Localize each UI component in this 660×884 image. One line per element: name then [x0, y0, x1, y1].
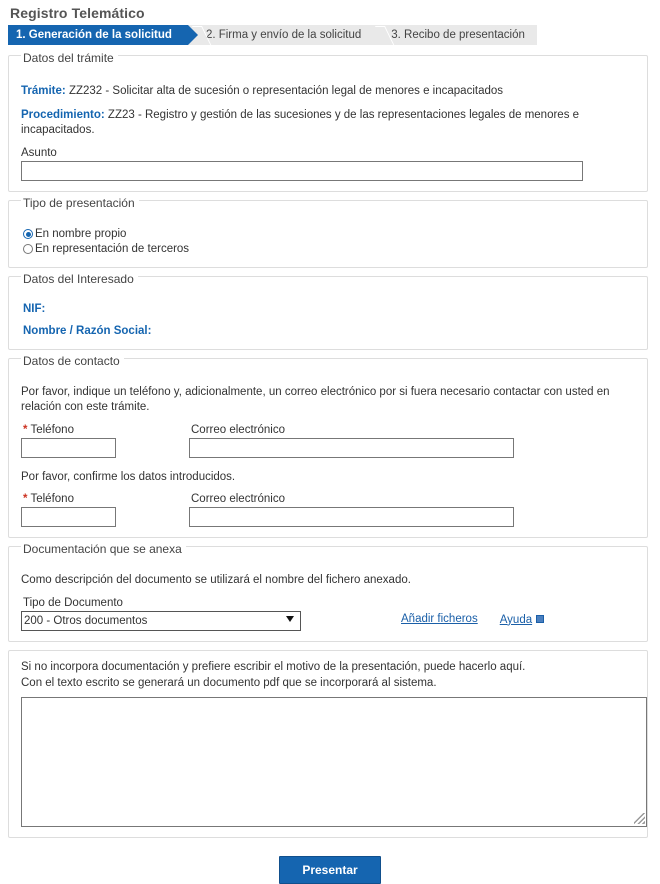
nif-row: [23, 303, 637, 315]
telefono-confirm-field-group: [21, 493, 189, 527]
help-link-wrap[interactable]: [500, 610, 544, 628]
wizard-step-3[interactable]: [373, 25, 537, 45]
wizard-steps: [8, 25, 524, 45]
tramite-row: [21, 84, 637, 100]
radio-icon-unchecked[interactable]: [23, 244, 33, 254]
page-title: Registro Telemático: [10, 5, 145, 21]
procedimiento-label: Procedimiento:: [21, 108, 105, 121]
documentacion-panel-legend: Documentación que se anexa: [21, 542, 186, 556]
tipo-presentacion-legend: Tipo de presentación: [21, 196, 139, 210]
free-text-line1: Si no incorpora documentación y prefiere escribir el motivo de la presentación, puede hacerlo aquí.: [21, 660, 526, 673]
contacto-row-primary: [21, 424, 637, 458]
wizard-step-2-label: 2. Firma y envío de la solicitud: [205, 29, 362, 41]
procedimiento-value: ZZ23 - Registro y gestión de las sucesiones y de las representaciones legales de menores e incapacitados.: [21, 108, 580, 137]
nombre-row: [23, 325, 637, 337]
wizard-step-1[interactable]: [8, 25, 188, 45]
interesado-panel-legend: Datos del Interesado: [21, 272, 138, 286]
nif-label: NIF:: [23, 302, 46, 315]
correo-confirm-label: Correo electrónico: [191, 493, 285, 506]
wizard-step-2[interactable]: [188, 25, 373, 45]
procedimiento-row: [21, 108, 637, 139]
tipo-documento-label: Tipo de Documento: [23, 596, 123, 609]
correo-label: Correo electrónico: [191, 423, 285, 436]
wizard-step-1-label: 1. Generación de la solicitud: [16, 29, 172, 41]
free-text-note: [21, 659, 637, 691]
asunto-input[interactable]: [21, 161, 583, 181]
free-textarea[interactable]: [21, 697, 647, 827]
submit-button[interactable]: Presentar: [279, 856, 380, 884]
contacto-row-confirm: [21, 493, 637, 527]
add-files-link[interactable]: Añadir ficheros: [401, 612, 478, 625]
required-marker-confirm: *: [23, 493, 28, 506]
free-text-line2: Con el texto escrito se generará un documento pdf que se incorporará al sistema.: [21, 676, 437, 689]
telefono-confirm-label: [23, 493, 189, 505]
free-textarea-shell: [21, 697, 647, 827]
documentacion-panel: [8, 542, 648, 642]
telefono-label: [23, 424, 189, 436]
contacto-panel-legend: Datos de contacto: [21, 354, 124, 368]
nombre-label: Nombre / Razón Social:: [23, 324, 152, 337]
tramite-panel: [8, 51, 648, 192]
contacto-panel: [8, 353, 648, 539]
telefono-field-group: [21, 424, 189, 458]
correo-confirm-field-group: [189, 493, 529, 527]
radio-en-nombre-propio[interactable]: [23, 227, 637, 242]
correo-confirm-input[interactable]: [189, 507, 514, 527]
radio-icon-checked[interactable]: [23, 229, 33, 239]
tipo-documento-group: [21, 597, 401, 631]
tramite-value: ZZ232 - Solicitar alta de sucesión o representación legal de menores e incapacitados: [68, 85, 504, 97]
telefono-label-text: Teléfono: [30, 423, 74, 436]
contacto-intro: Por favor, indique un teléfono y, adicionalmente, un correo electrónico por si fuera necesario contactar con usted en relación con este trámite.: [21, 385, 610, 414]
documentacion-links: [401, 610, 544, 631]
interesado-panel: [8, 271, 648, 350]
radio-en-representacion-terceros[interactable]: [23, 242, 637, 257]
documentacion-controls-row: [21, 597, 637, 631]
correo-input[interactable]: [189, 438, 514, 458]
telefono-confirm-label-text: Teléfono: [30, 493, 74, 506]
asunto-label: Asunto: [21, 146, 57, 159]
telefono-input[interactable]: [21, 438, 116, 458]
help-link[interactable]: Ayuda: [499, 613, 533, 626]
tipo-presentacion-panel: [8, 195, 648, 268]
wizard-step-3-label: 3. Recibo de presentación: [391, 29, 525, 41]
telefono-confirm-input[interactable]: [21, 507, 116, 527]
submit-row: [0, 856, 660, 884]
tipo-documento-select[interactable]: [21, 611, 301, 631]
radio-en-representacion-terceros-label: En representación de terceros: [35, 242, 190, 255]
external-link-icon: [536, 615, 544, 623]
contacto-confirm-text: Por favor, confirme los datos introducidos.: [21, 470, 236, 483]
free-text-panel: [8, 650, 648, 838]
tramite-panel-legend: Datos del trámite: [21, 51, 118, 65]
tipo-documento-select-shell: [21, 611, 301, 631]
radio-en-nombre-propio-label: En nombre propio: [35, 227, 127, 240]
correo-field-group: [189, 424, 529, 458]
tramite-label: Trámite:: [21, 85, 66, 97]
documentacion-note: Como descripción del documento se utilizará el nombre del fichero anexado.: [21, 574, 411, 587]
required-marker: *: [23, 423, 28, 436]
